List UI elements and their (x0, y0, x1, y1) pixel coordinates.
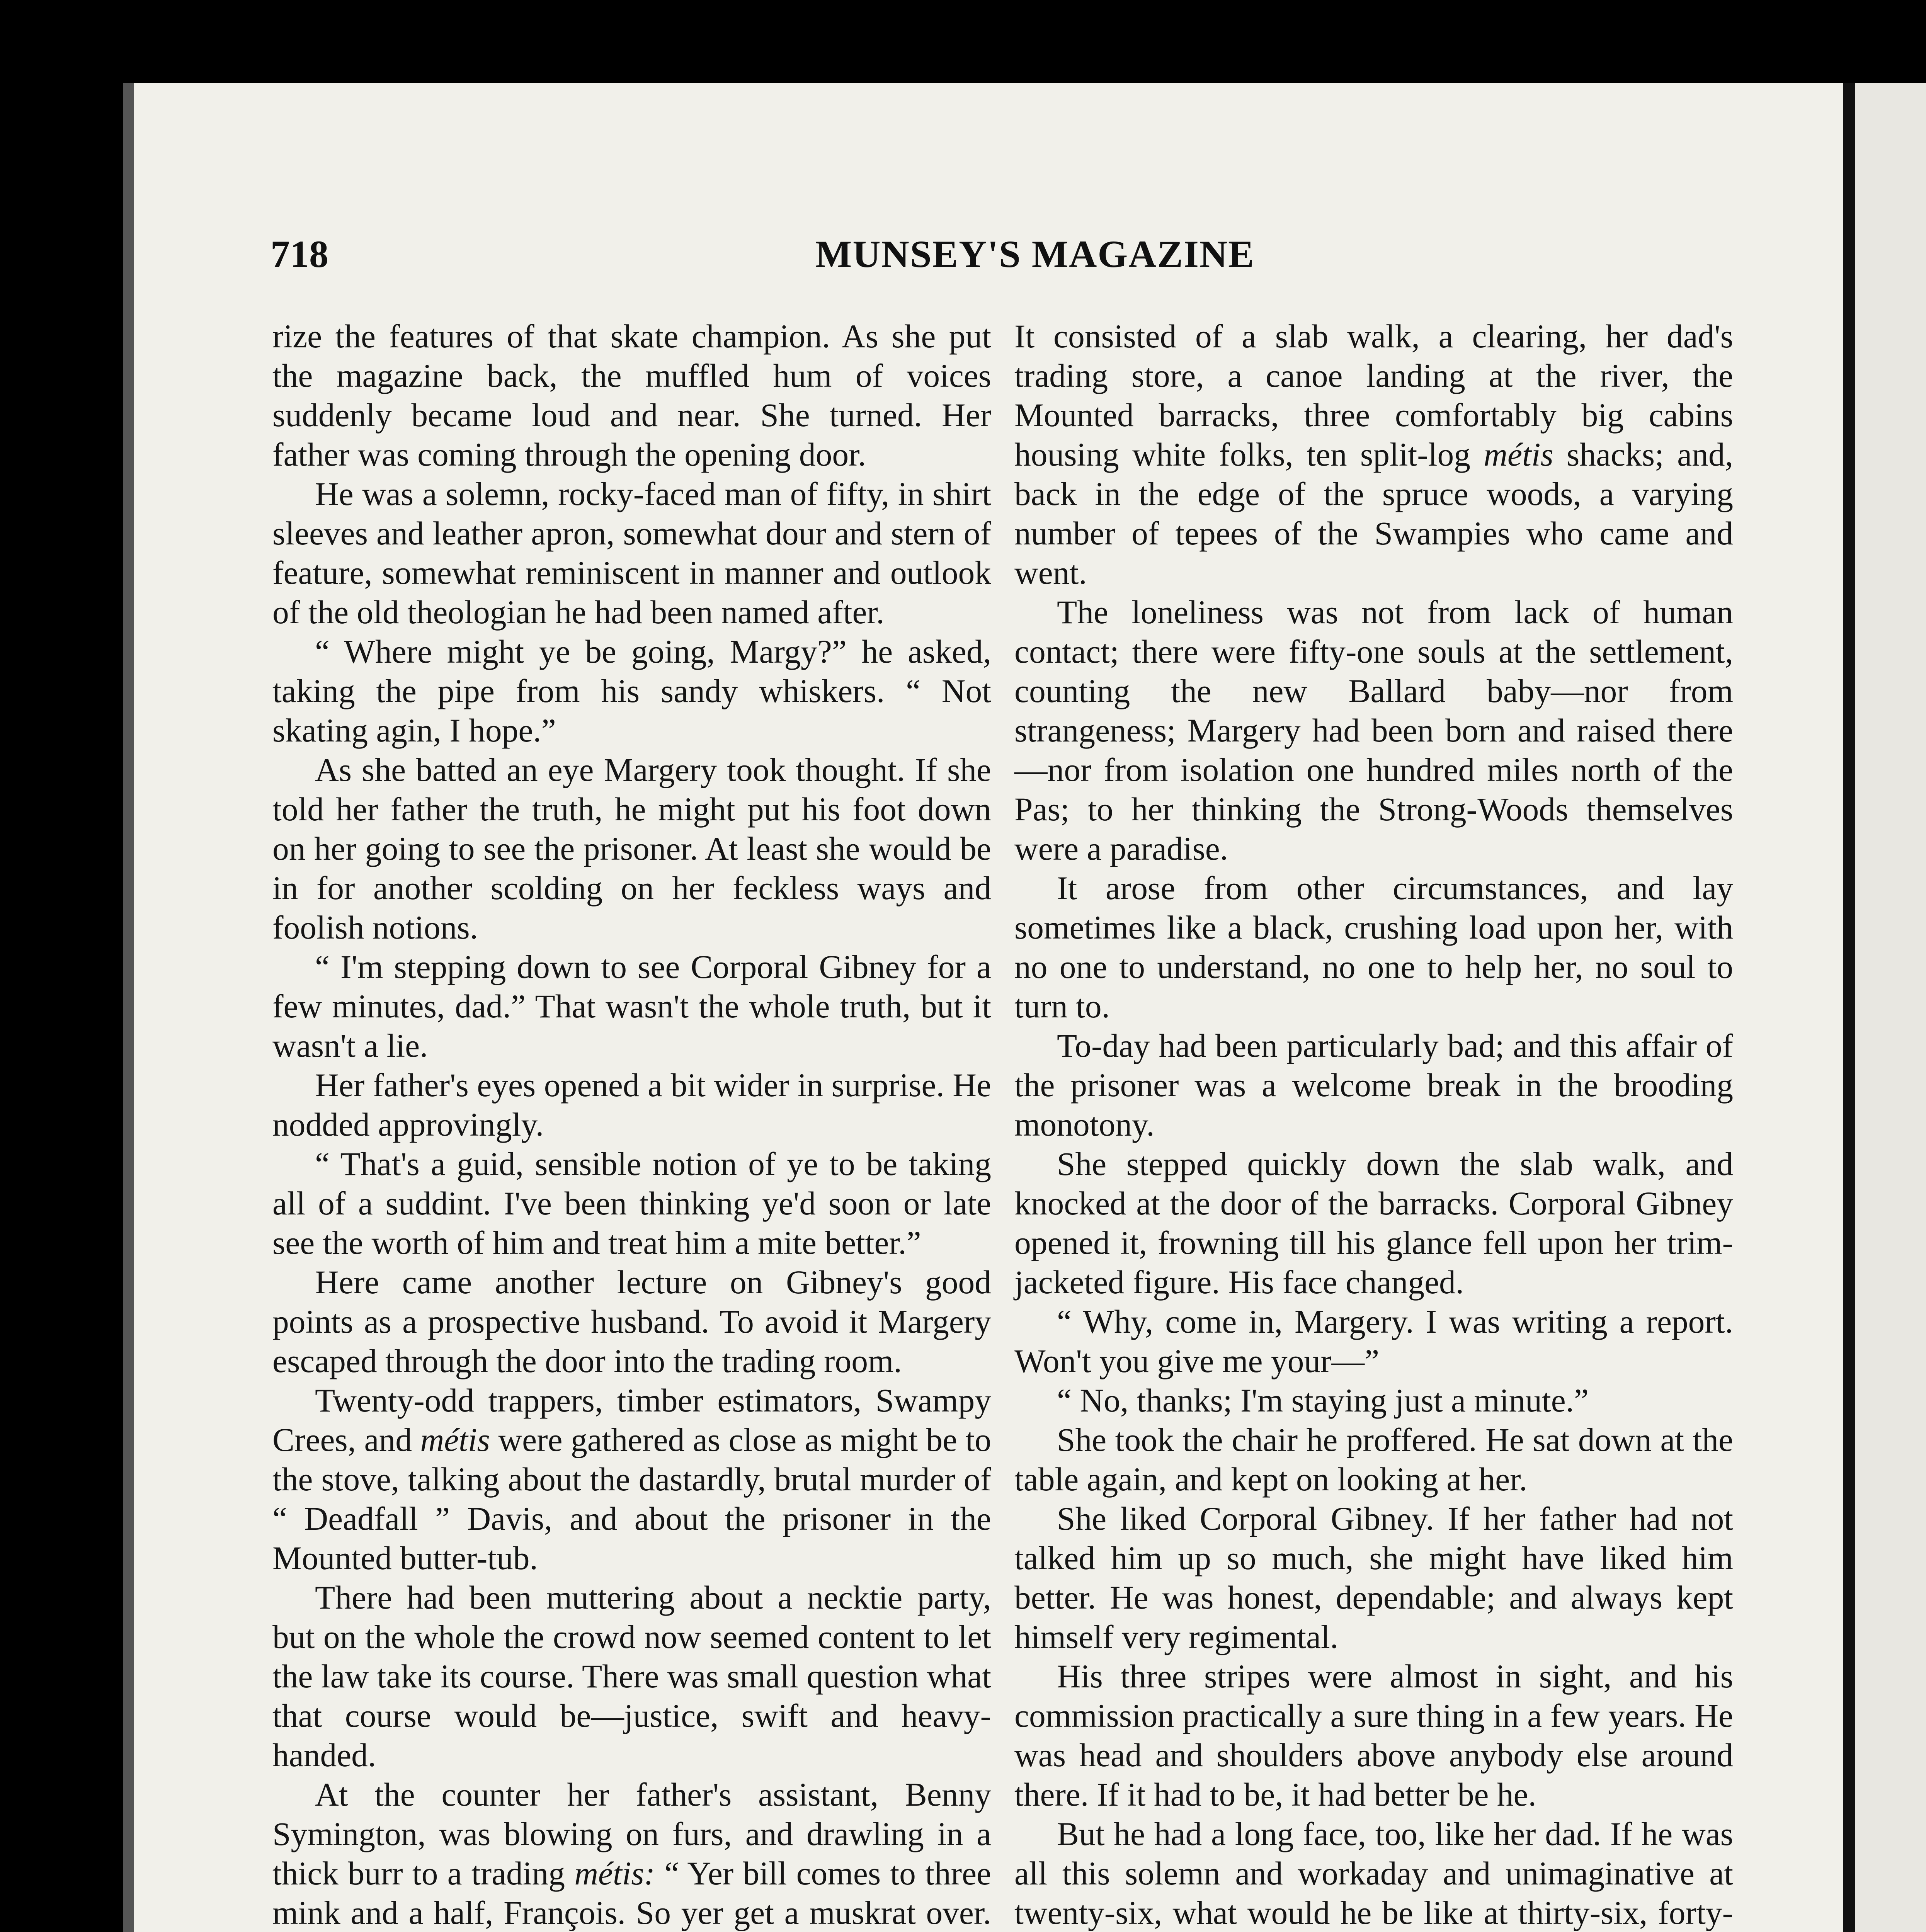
paragraph: She took the chair he proffered. He sat down at the table again, and kept on looking at her. (1014, 1422, 1733, 1498)
paragraph: She liked Corporal Gibney. If her father had not talked him up so much, she might have liked him better. He was honest, dependable; and always kept himself very regimental. (1014, 1501, 1733, 1655)
paragraph: “ Why, come in, Margery. I was writing a report. Won't you give me your—” (1014, 1304, 1733, 1379)
paragraph: “ That's a guid, sensible notion of ye to be taking all of a suddint. I've been thinking ye'd soon or late see the worth of him and treat him a mite better.” (272, 1146, 991, 1261)
paragraph: “ Where might ye be going, Margy?” he asked, taking the pipe from his sandy whiskers. “ Not skating agin, I hope.” (272, 634, 991, 749)
paragraph: Here came another lecture on Gibney's good points as a prospective husband. To avoid it Margery escaped through the door into the trading room. (272, 1264, 991, 1379)
paragraph (272, 1381, 991, 1578)
paragraph: He was a solemn, rocky-faced man of fifty, in shirt sleeves and leather apron, somewhat dour and stern of feature, somewhat reminiscent in manner and outlook of the old theologian he had been named after. (272, 476, 991, 631)
paragraph (1014, 317, 1733, 593)
right-column (1014, 317, 1733, 1932)
paragraph: She stepped quickly down the slab walk, and knocked at the door of the barracks. Corporal Gibney opened it, frowning till his glance fell upon her trim-jacketed figure. His face changed. (1014, 1146, 1733, 1301)
paragraph: His three stripes were almost in sight, and his commission practically a sure thing in a few years. He was head and shoulders above anybody else around there. If it had to be, it had better be he. (1014, 1658, 1733, 1813)
text-run: At the counter her father's assistant, Benny Symington, was blowing on furs, and drawling in a thick burr to a trading (272, 1777, 991, 1892)
text-run: were gathered as close as might be to the stove, talking about the dastardly, brutal murder of “ Deadfall ” Davis, and about the prisoner in the Mounted butter-tub. (272, 1422, 992, 1577)
paragraph: Her father's eyes opened a bit wider in surprise. He nodded approvingly. (272, 1067, 991, 1143)
text-run: Twenty-odd trappers, timber estimators, Swampy Crees, and (272, 1383, 991, 1458)
italic-word: métis (420, 1422, 490, 1458)
facing-page-edge (1843, 83, 1926, 1932)
running-header (155, 232, 1739, 286)
italic-word: métis (1484, 437, 1553, 473)
paragraph: As she batted an eye Margery took thought. If she told her father the truth, he might put his foot down on her going to see the prisoner. At least she would be in for another scolding on her feckless ways and foolish notions. (272, 752, 991, 946)
left-column (272, 317, 991, 1932)
paragraph (272, 1775, 991, 1932)
text-run: “ Yer bill comes to three mink and a half, François. So yer get a muskrat over. (272, 1855, 991, 1931)
text-run: shacks; and, back in the edge of the spruce woods, a varying number of tepees of the Swampies who came and went. (1014, 437, 1733, 591)
paragraph: rize the features of that skate champion. As she put the magazine back, the muffled hum of voices suddenly became loud and near. She turned. Her father was coming through the opening door. (272, 318, 991, 473)
paragraph: To-day had been particularly bad; and this affair of the prisoner was a welcome break in the brooding monotony. (1014, 1028, 1733, 1143)
magazine-title: MUNSEY'S MAGAZINE (815, 233, 1255, 276)
paragraph: The loneliness was not from lack of human contact; there were fifty-one souls at the settlement, counting the new Ballard baby—nor from strangeness; Margery had been born and raised there—nor from isolation one hundred miles north of the Pas; to her thinking the Strong-Woods themselves were a paradise. (1014, 594, 1733, 867)
paragraph: “ No, thanks; I'm staying just a minute.” (1057, 1383, 1589, 1419)
paragraph: “ I'm stepping down to see Corporal Gibney for a few minutes, dad.” That wasn't the whole truth, but it wasn't a lie. (272, 949, 991, 1064)
paragraph: It arose from other circumstances, and lay sometimes like a black, crushing load upon her, with no one to understand, no one to help her, no soul to turn to. (1014, 870, 1733, 1025)
paragraph: There had been muttering about a necktie party, but on the whole the crowd now seemed content to let the law take its course. There was small question what that course would be—justice, swift and heavy-handed. (272, 1580, 991, 1774)
paragraph: But he had a long face, too, like her dad. If he was all this solemn and workaday and unimaginative at twenty-six, what would he be like at thirty-six, forty- (1014, 1816, 1733, 1931)
facing-page-paper (1855, 83, 1926, 1932)
text-run: It consisted of a slab walk, a clearing, her dad's trading store, a canoe landing at the river, the Mounted barracks, three comfortably big cabins housing white folks, ten split-log (1014, 318, 1733, 473)
page-number: 718 (271, 233, 328, 276)
italic-word: métis: (574, 1855, 655, 1892)
